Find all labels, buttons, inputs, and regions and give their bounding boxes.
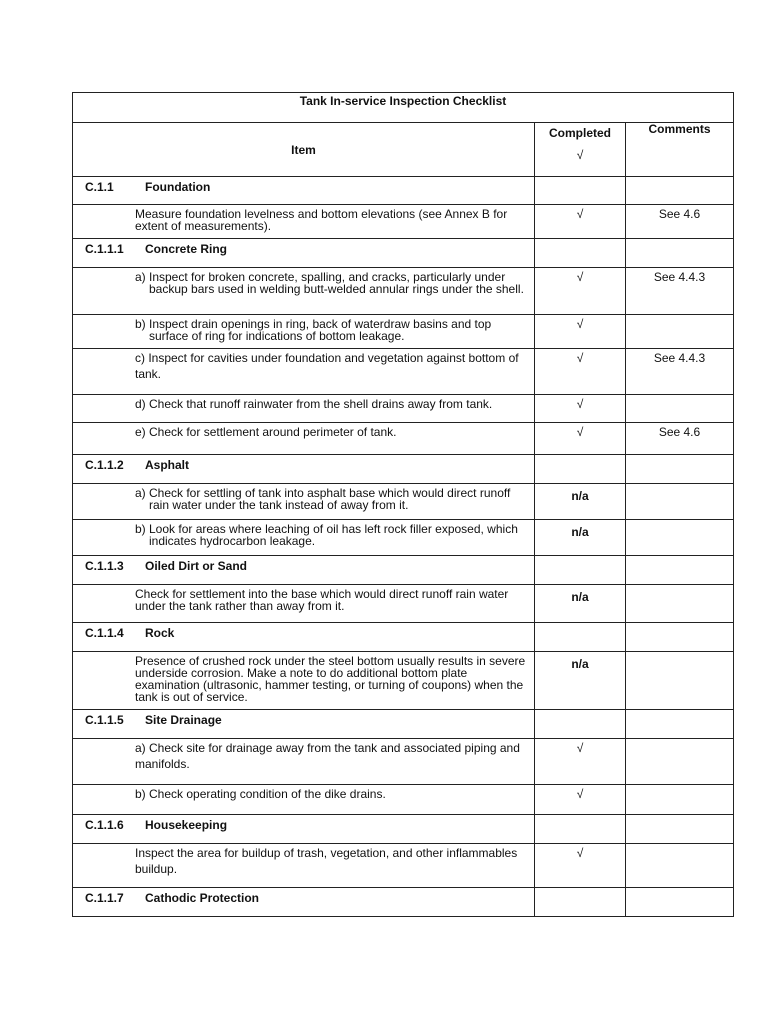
section-heading — [73, 455, 535, 484]
section-title: Cathodic Protection — [145, 891, 260, 905]
comments-cell — [626, 888, 734, 917]
comments-cell — [626, 395, 734, 423]
section-row — [73, 888, 734, 917]
not-applicable-label: n/a — [535, 520, 626, 556]
completed-cell — [535, 556, 626, 585]
item-description: c) Inspect for cavities under foundation and vegetation against bottom of tank. — [135, 351, 519, 381]
comments-cell — [626, 815, 734, 844]
section-row — [73, 239, 734, 268]
column-header-comments: Comments — [626, 123, 734, 177]
section-title: Site Drainage — [145, 713, 222, 727]
section-heading — [73, 556, 535, 585]
comments-cell — [626, 623, 734, 652]
checklist-item-row — [73, 739, 734, 785]
section-title: Foundation — [145, 180, 211, 194]
section-title: Oiled Dirt or Sand — [145, 559, 248, 573]
item-description: a) Check for settling of tank into asphalt base which would direct runoff rain water under the tank instead of away from it. — [135, 486, 511, 512]
checklist-item-row — [73, 349, 734, 395]
item-description: Measure foundation levelness and bottom elevations (see Annex B for extent of measurements). — [135, 207, 508, 233]
section-row — [73, 177, 734, 205]
inspection-checklist — [72, 92, 733, 927]
column-header-item: Item — [73, 123, 535, 177]
comments-cell — [626, 556, 734, 585]
item-text — [73, 349, 535, 395]
checklist-item-row — [73, 315, 734, 349]
section-code: C.1.1.3 — [85, 559, 124, 573]
section-title: Asphalt — [145, 458, 190, 472]
checklist-item-row — [73, 520, 734, 556]
comments-cell — [626, 585, 734, 623]
checklist-item-row — [73, 205, 734, 239]
comments-cell: See 4.6 — [626, 423, 734, 455]
check-mark-icon: √ — [535, 349, 626, 395]
check-mark-icon: √ — [576, 148, 584, 162]
completed-cell — [535, 710, 626, 739]
item-text — [73, 423, 535, 455]
not-applicable-label: n/a — [535, 484, 626, 520]
item-text — [73, 785, 535, 815]
comments-cell — [626, 739, 734, 785]
section-row — [73, 710, 734, 739]
check-mark-icon: √ — [535, 844, 626, 888]
comments-cell: See 4.6 — [626, 205, 734, 239]
completed-cell — [535, 623, 626, 652]
section-row — [73, 556, 734, 585]
section-title: Housekeeping — [145, 818, 228, 832]
checklist-item-row — [73, 844, 734, 888]
item-text — [73, 205, 535, 239]
comments-cell — [626, 177, 734, 205]
completed-cell — [535, 177, 626, 205]
item-description: e) Check for settlement around perimeter of tank. — [135, 425, 397, 439]
checklist-item-row — [73, 484, 734, 520]
checklist-table — [72, 92, 734, 917]
item-text — [73, 652, 535, 710]
check-mark-icon: √ — [535, 205, 626, 239]
header-row — [73, 123, 734, 177]
item-description: Inspect the area for buildup of trash, vegetation, and other inflammables buildup. — [135, 846, 518, 876]
item-description: a) Inspect for broken concrete, spalling, and cracks, particularly under backup bars used in welding butt-welded annular rings under the shell. — [135, 270, 524, 296]
column-header-completed — [535, 123, 626, 177]
check-mark-icon: √ — [535, 423, 626, 455]
check-mark-icon: √ — [535, 739, 626, 785]
item-text — [73, 484, 535, 520]
item-text — [73, 739, 535, 785]
item-description: b) Check operating condition of the dike drains. — [135, 787, 386, 801]
comments-cell — [626, 844, 734, 888]
checklist-item-row — [73, 785, 734, 815]
item-text — [73, 585, 535, 623]
section-heading — [73, 888, 535, 917]
item-description: Presence of crushed rock under the steel bottom usually results in severe underside corrosion. Make a note to do additional bottom plate examination (ultrasonic, hammer testing, or turning of coupons) when the tank is out of service. — [135, 654, 526, 704]
comments-cell: See 4.4.3 — [626, 268, 734, 315]
column-header-completed-label: Completed — [548, 126, 611, 140]
not-applicable-label: n/a — [535, 585, 626, 623]
item-text — [73, 268, 535, 315]
completed-cell — [535, 239, 626, 268]
table-title: Tank In-service Inspection Checklist — [73, 93, 734, 123]
section-row — [73, 815, 734, 844]
completed-cell — [535, 455, 626, 484]
section-code: C.1.1.4 — [85, 626, 124, 640]
section-row — [73, 455, 734, 484]
comments-cell — [626, 710, 734, 739]
comments-cell — [626, 785, 734, 815]
item-text — [73, 315, 535, 349]
section-code: C.1.1.1 — [85, 242, 124, 256]
section-title: Concrete Ring — [145, 242, 228, 256]
item-description: b) Inspect drain openings in ring, back of waterdraw basins and top surface of ring for indications of bottom leakage. — [135, 317, 492, 343]
item-description: b) Look for areas where leaching of oil has left rock filler exposed, which indicates hydrocarbon leakage. — [135, 522, 518, 548]
comments-cell — [626, 455, 734, 484]
item-text — [73, 395, 535, 423]
comments-cell — [626, 652, 734, 710]
section-code: C.1.1.6 — [85, 818, 124, 832]
check-mark-icon: √ — [535, 785, 626, 815]
item-description: d) Check that runoff rainwater from the shell drains away from tank. — [135, 397, 493, 411]
checklist-item-row — [73, 268, 734, 315]
section-heading — [73, 623, 535, 652]
item-text — [73, 520, 535, 556]
checklist-item-row — [73, 395, 734, 423]
item-description: Check for settlement into the base which would direct runoff rain water under the tank rather than away from it. — [135, 587, 509, 613]
not-applicable-label: n/a — [535, 652, 626, 710]
section-code: C.1.1 — [85, 180, 114, 194]
section-row — [73, 623, 734, 652]
title-row — [73, 93, 734, 123]
comments-cell — [626, 239, 734, 268]
checklist-item-row — [73, 423, 734, 455]
check-mark-icon: √ — [535, 315, 626, 349]
check-mark-icon: √ — [535, 395, 626, 423]
comments-cell: See 4.4.3 — [626, 349, 734, 395]
comments-cell — [626, 315, 734, 349]
checklist-item-row — [73, 585, 734, 623]
section-code: C.1.1.2 — [85, 458, 124, 472]
section-code: C.1.1.7 — [85, 891, 124, 905]
checklist-item-row — [73, 652, 734, 710]
section-heading — [73, 710, 535, 739]
completed-cell — [535, 888, 626, 917]
item-description: a) Check site for drainage away from the tank and associated piping and manifolds. — [135, 741, 520, 771]
section-heading — [73, 177, 535, 205]
completed-cell — [535, 815, 626, 844]
comments-cell — [626, 520, 734, 556]
section-heading — [73, 815, 535, 844]
check-mark-icon: √ — [535, 268, 626, 315]
comments-cell — [626, 484, 734, 520]
item-text — [73, 844, 535, 888]
section-title: Rock — [145, 626, 175, 640]
section-code: C.1.1.5 — [85, 713, 124, 727]
section-heading — [73, 239, 535, 268]
